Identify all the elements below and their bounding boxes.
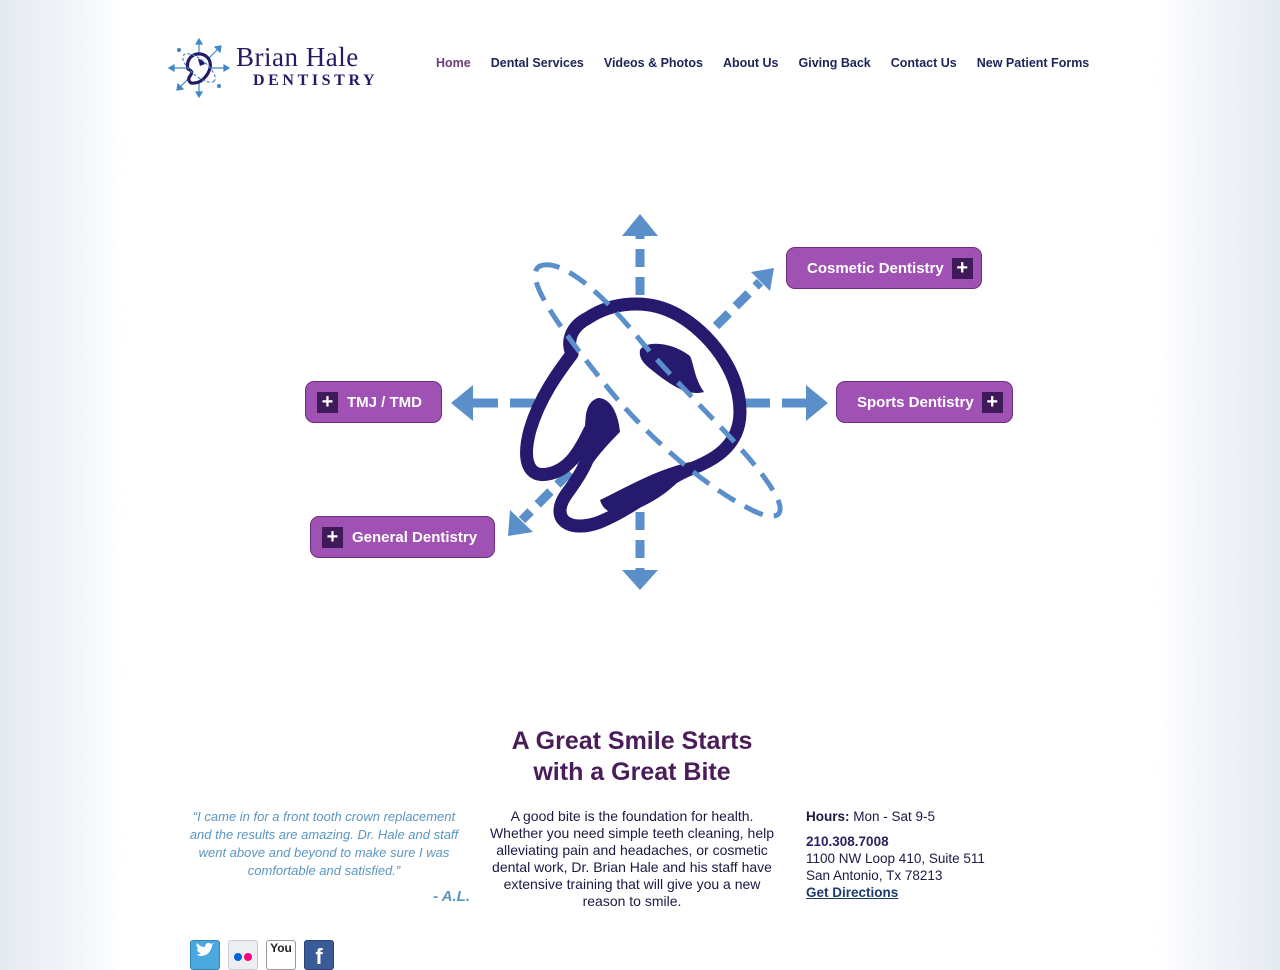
site-logo[interactable]	[168, 38, 398, 98]
testimonial-author: - A.L.	[433, 888, 470, 905]
plus-icon: +	[952, 258, 973, 279]
logo-subtitle: DENTISTRY	[253, 72, 379, 89]
facebook-icon[interactable]	[304, 940, 334, 970]
logo-title: Brian Hale	[236, 42, 359, 72]
cosmetic-dentistry-button[interactable]	[786, 247, 982, 289]
headline-line-1: A Great Smile Starts	[511, 727, 753, 755]
hours-value: Mon - Sat 9-5	[853, 809, 936, 824]
nav-contact-us[interactable]: Contact Us	[890, 56, 957, 70]
intro-text: A good bite is the foundation for health. Whether you need simple teeth cleaning, help alleviating pain and headaches, or cosmetic dental work, Dr. Brian Hale and his staff have extensive training that will give you a new reason to smile.	[489, 808, 775, 909]
hours	[806, 808, 1036, 825]
main-nav	[436, 56, 1109, 70]
nav-about-us[interactable]: About Us	[722, 56, 779, 70]
headline-line-2: with a Great Bite	[533, 758, 731, 786]
plus-icon: +	[322, 527, 343, 548]
plus-icon: +	[982, 392, 1003, 413]
arrow-up-right	[716, 282, 760, 326]
tmj-tmd-label: TMJ / TMD	[347, 393, 422, 411]
get-directions-link[interactable]: Get Directions	[806, 885, 899, 900]
tooth-diagram	[440, 200, 840, 600]
youtube-icon[interactable]	[266, 940, 296, 970]
nav-dental-services[interactable]: Dental Services	[490, 56, 584, 70]
address-line-1: 1100 NW Loop 410, Suite 511	[806, 851, 985, 866]
contact-info	[806, 808, 1036, 901]
headline	[440, 726, 824, 788]
cosmetic-dentistry-label: Cosmetic Dentistry	[807, 259, 944, 277]
youtube-icon-text: You	[270, 941, 292, 955]
phone-number[interactable]: 210.308.7008	[806, 834, 889, 849]
general-dentistry-button[interactable]	[310, 516, 495, 558]
flickr-icon[interactable]	[228, 940, 258, 970]
nav-new-patient-forms[interactable]: New Patient Forms	[976, 56, 1090, 70]
facebook-icon-glyph: f	[315, 944, 323, 969]
address-line-2: San Antonio, Tx 78213	[806, 868, 943, 883]
tmj-tmd-button[interactable]	[305, 381, 442, 423]
nav-giving-back[interactable]: Giving Back	[798, 56, 871, 70]
hours-label: Hours:	[806, 809, 850, 824]
sports-dentistry-button[interactable]	[836, 381, 1013, 423]
tooth-logo-icon	[168, 38, 230, 98]
plus-icon: +	[317, 392, 338, 413]
twitter-icon[interactable]	[190, 940, 220, 970]
general-dentistry-label: General Dentistry	[352, 528, 478, 546]
nav-home[interactable]: Home	[436, 56, 471, 70]
social-links	[190, 940, 334, 970]
testimonial-quote: “I came in for a front tooth crown replacement and the results are amazing. Dr. Hale and staff went above and beyond to make sure I was comfortable and satisfied.”	[189, 809, 459, 878]
nav-videos-photos[interactable]: Videos & Photos	[603, 56, 703, 70]
sports-dentistry-label: Sports Dentistry	[857, 393, 974, 411]
